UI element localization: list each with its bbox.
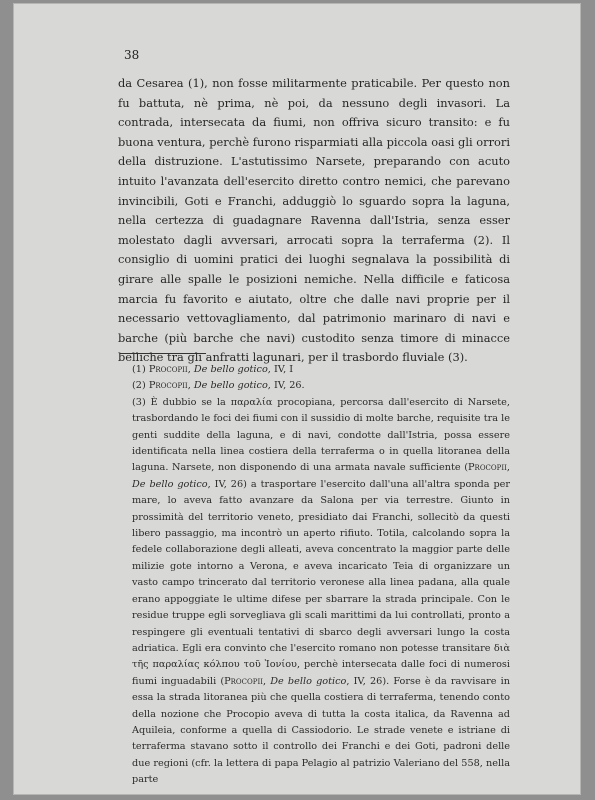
footnote-3-text-2: procopiana, percorsa dall'esercito di Narsete, trasbordando le foci dei fiumi con il sussidio di molte barche, requisite tra le genti suddite della laguna, e di navi, condotte dall'Istria, possa essere identificata nella linea costiera della terraferma o in quella litoranea della laguna. Narsete, non disponendo di una armata navale sufficiente ( (132, 396, 510, 474)
footnote-3-greek-1: παραλία (230, 396, 273, 408)
footnote-2-number: (2) (132, 380, 146, 392)
footnote-3-ref-1: , IV, 26) a trasportare l'esercito dall'una all'altra sponda per mare, lo aveva fatto avanzare da Salona per via terrestre. Giunto in prossimità del territorio veneto, presidiato dai Franchi, sollecitò da questi libero passaggio, ma incontrò un aperto rifiuto. Totila, calcolando sopra la fedele collaborazione degli alleati, aveva concentrato la maggior parte delle milizie gote intorno a Verona, e aveva incaricato Teia di organizzare un vasto campo trincerato dal territorio veronese alla linea padana, alla quale erano appoggiate le ultime difese per sbarrare la strada principale. Con le residue truppe egli sorvegliava gli scali marittimi da lui controllati, pronto a respingere gli eventuali tentativi di sbarco degli avversari lungo la costa adriatica. Egli era convinto che l'esercito romano non potesse transitare (132, 478, 511, 654)
footnote-3-author-1: Procopii (468, 462, 507, 474)
footnote-3-text-3: perchè intersecata dalle foci di numerosi fiumi inguadabili ( (132, 659, 510, 687)
footnote-3-text-1: È dubbio se la (150, 396, 226, 408)
footnote-3-greek-2: διὰ τῆς παραλίας κόλπου τοῦ Ἰονίου, (132, 642, 510, 671)
footnote-separator (120, 353, 206, 354)
footnote-3-ref-2: , IV, 26). Forse è da ravvisare in essa la strada litoranea più che quella costiera di terraferma, tenendo conto della nozione che Procopio aveva di tutta la costa italica, da Ravenna ad Aquileia, conforme a quella di Cassiodorio. Le strade venete e istriane di terraferma stavano sotto il controllo dei Franchi e dei Goti, padroni delle due regioni (cfr. la lettera di papa Pelagio al patrizio Valeriano del 558, nella parte (132, 675, 510, 786)
footnote-3-author-2: Procopii (224, 675, 264, 687)
book-page (14, 4, 580, 794)
footnote-3: (3) È dubbio se la παραλία procopiana, percorsa dall'esercito di Narsete, trasbordando le foci dei fiumi con il sussidio di molte barche, requisite tra le genti suddite della laguna, e di navi, condotte dall'Istria, possa essere identificata nella linea costiera della terraferma o in quella litoranea della laguna. Narsete, non disponendo di una armata navale sufficiente (Procopii, De bello gotico, IV, 26) a trasportare l'esercito dall'una all'altra sponda per mare, lo aveva fatto avanzare da Salona per via terrestre. Giunto in prossimità del territorio veneto, presidiato dai Franchi, sollecitò da questi libero passaggio, ma incontrò un aperto rifiuto. Totila, calcolando sopra la fedele collaborazione degli alleati, aveva concentrato la maggior parte delle milizie gote intorno a Verona, e aveva incaricato Teia di organizzare un vasto campo trincerato dal territorio veronese alla linea padana, alla quale erano appoggiate le ultime difese per sbarrare la strada principale. Con le residue truppe egli sorvegliava gli scali marittimi da lui controllati, pronto a respingere gli eventuali tentativi di sbarco degli avversari lungo la costa adriatica. Egli era convinto che l'esercito romano non potesse transitare διὰ τῆς παραλίας κόλπου τοῦ Ἰονίου, perchè intersecata dalle foci di numerosi fiumi inguadabili (Procopii, De bello gotico, IV, 26). Forse è da ravvisare in essa la strada litoranea più che quella costiera di terraferma, tenendo conto della nozione che Procopio aveva di tutta la costa italica, da Ravenna ad Aquileia, conforme a quella di Cassiodorio. Le strade venete e istriane di terraferma stavano sotto il controllo dei Franchi e dei Goti, padroni delle due regioni (cfr. la lettera di papa Pelagio al patrizio Valeriano del 558, nella parte (132, 396, 511, 786)
footnote-3-number: (3) (132, 396, 146, 408)
footnote-1-work: De bello gotico (193, 364, 268, 375)
footnote-3-work-2: De bello gotico (270, 675, 347, 687)
footnote-2-author: Procopii (148, 380, 188, 392)
footnote-1-ref: , IV, I (267, 364, 294, 375)
footnote-2: (2) Procopii, De bello gotico, IV, 26. (132, 380, 305, 392)
footnote-2-work: De bello gotico (193, 380, 268, 392)
footnote-3-work-1: De bello gotico (132, 478, 208, 490)
footnotes (118, 362, 510, 789)
main-paragraph: da Cesarea (1), non fosse militarmente praticabile. Per questo non fu battuta, nè prima, nè poi, da nessuno degli invasori. La contrada, intersecata da fiumi, non offriva sicuro transito: e fu buona ventura, perchè furono risparmiati alla piccola oasi gli orrori della distruzione. L'astutissimo Narsete, preparando con acuto intuito l'avanzata dell'esercito diretto contro nemici, che parevano invincibili, Goti e Franchi, adduggiò lo sguardo sopra la laguna, nella certezza di guadagnare Ravenna dall'Istria, senza esser molestato dagli avversari, arrocati sopra la terraferma (2). Il consiglio di uomini pratici dei luoghi segnalava la possibilità di girare alle spalle le posizioni nemiche. Nella difficile e faticosa marcia fu favorito e aiutato, oltre che dalle navi proprie per il necessario vettovagliamento, dal patrimonio marinaro di navi e barche (più barche che navi) custodito senza timore di minacce belliche tra gli anfratti lagunari, per il trasbordo fluviale (3). (118, 76, 510, 365)
footnote-1: (1) Procopii, De bello gotico, IV, I (132, 364, 294, 375)
footnote-2-ref: , IV, 26. (267, 380, 305, 392)
footnote-1-author: Procopii (148, 364, 188, 375)
page-number: 38 (124, 48, 140, 62)
footnote-1-number: (1) (132, 364, 146, 375)
